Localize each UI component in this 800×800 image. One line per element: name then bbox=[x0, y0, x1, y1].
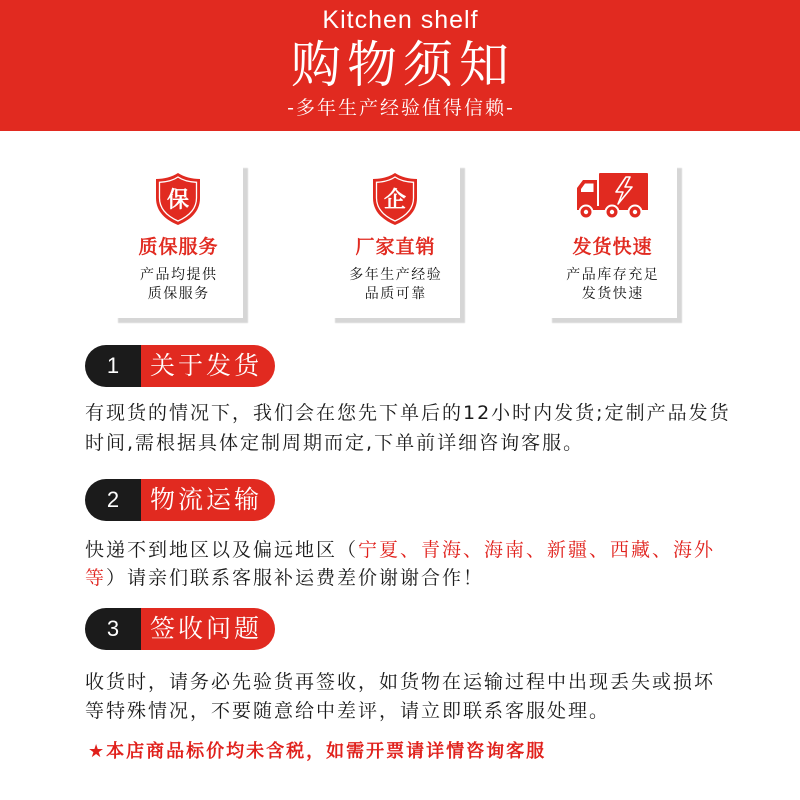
feature-title: 发货快速 bbox=[572, 236, 653, 258]
paragraph-line bbox=[85, 535, 715, 565]
shield-icon-glyph: 企 bbox=[383, 188, 407, 213]
section-number: 2 bbox=[85, 479, 141, 521]
shield-icon bbox=[113, 172, 243, 226]
text-segment: 有现货的情况下，我们会在您先下单后的12小时内发货;定制产品发货 bbox=[85, 402, 731, 424]
text-segment: 收货时，请务必先验货再签收，如货物在运输过程中出现丢失或损坏 bbox=[85, 671, 716, 693]
banner-tagline: -多年生产经验值得信赖- bbox=[287, 97, 515, 119]
header-banner bbox=[0, 0, 800, 131]
feature-description-line: 发货快速 bbox=[581, 286, 644, 302]
feature-description-line: 产品均提供 bbox=[140, 267, 218, 283]
section-number: 3 bbox=[85, 608, 141, 650]
highlighted-regions: 宁夏、青海、海南、新疆、西藏、海外 bbox=[358, 539, 716, 561]
feature-description bbox=[113, 266, 243, 304]
text-segment: 快递不到地区以及偏远地区（ bbox=[85, 539, 359, 561]
feature-description bbox=[547, 266, 677, 304]
feature-description-line: 多年生产经验 bbox=[349, 267, 443, 283]
tax-notice: ★本店商品标价均未含税，如需开票请详情咨询客服 bbox=[88, 741, 547, 762]
feature-card-fast-shipping bbox=[547, 163, 677, 318]
shield-icon bbox=[330, 172, 460, 226]
section-title: 物流运输 bbox=[141, 479, 275, 521]
paragraph-line bbox=[85, 563, 484, 593]
feature-card-factory-direct bbox=[330, 163, 460, 318]
section-title: 关于发货 bbox=[141, 345, 275, 387]
highlighted-regions: 等 bbox=[85, 567, 107, 589]
feature-title: 厂家直销 bbox=[355, 236, 436, 258]
feature-description-line: 产品库存充足 bbox=[566, 267, 660, 283]
text-segment: 时间,需根据具体定制周期而定,下单前详细咨询客服。 bbox=[85, 432, 585, 454]
shield-icon-glyph: 保 bbox=[166, 188, 190, 213]
text-segment: ）请亲们联系客服补运费差价谢谢合作！ bbox=[106, 567, 485, 589]
paragraph-line bbox=[85, 428, 584, 458]
banner-english-title: Kitchen shelf bbox=[322, 6, 479, 34]
paragraph-line bbox=[85, 696, 610, 726]
feature-description-line: 质保服务 bbox=[147, 286, 210, 302]
paragraph-line bbox=[85, 398, 731, 428]
feature-description bbox=[330, 266, 460, 304]
section-title: 签收问题 bbox=[141, 608, 275, 650]
banner-title: 购物须知 bbox=[291, 36, 515, 94]
section-number: 1 bbox=[85, 345, 141, 387]
feature-card-warranty bbox=[113, 163, 243, 318]
feature-description-line: 品质可靠 bbox=[364, 286, 427, 302]
delivery-truck-icon bbox=[547, 172, 677, 226]
section-header-shipping bbox=[85, 345, 275, 387]
paragraph-line bbox=[85, 667, 715, 697]
feature-title: 质保服务 bbox=[138, 236, 219, 258]
section-header-receipt bbox=[85, 608, 275, 650]
text-segment: 等特殊情况，不要随意给中差评，请立即联系客服处理。 bbox=[85, 700, 611, 722]
section-header-logistics bbox=[85, 479, 275, 521]
